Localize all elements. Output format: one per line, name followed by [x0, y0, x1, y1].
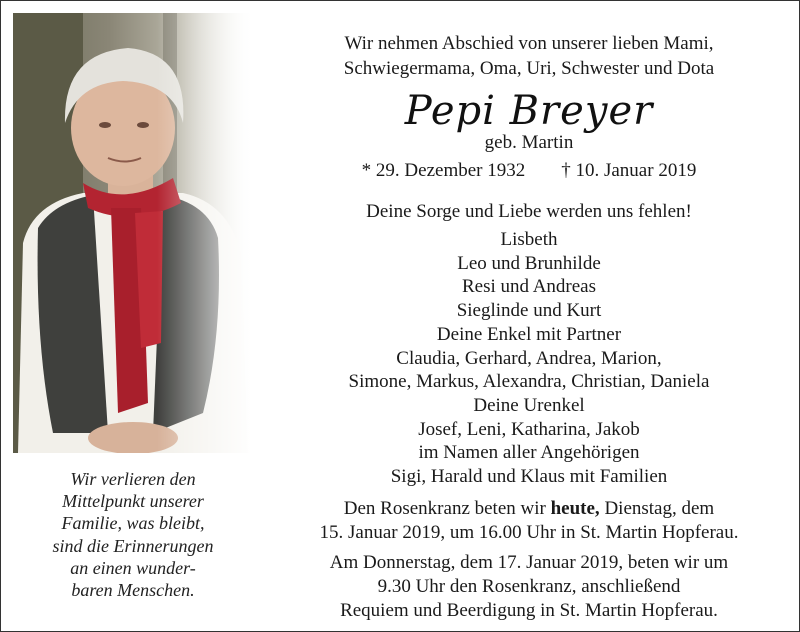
mourner-line: Deine Urenkel: [473, 394, 585, 416]
rosary-line: [269, 497, 789, 521]
quote-line: baren Menschen.: [71, 580, 195, 601]
notice-main-text: [269, 31, 789, 623]
portrait-photo: [13, 13, 253, 453]
quote-line: Wir verlieren den: [70, 469, 196, 489]
funeral-line: 9.30 Uhr den Rosenkranz, anschließend: [377, 575, 681, 597]
mourner-line: Deine Enkel mit Partner: [436, 323, 622, 345]
farewell-message: Deine Sorge und Liebe werden uns fehlen!: [366, 201, 692, 222]
life-dates: [269, 158, 789, 183]
death-date: † 10. Januar 2019: [561, 160, 697, 181]
mourner-line: Resi und Andreas: [461, 276, 597, 298]
mourner-line: Simone, Markus, Alexandra, Christian, Daniela: [348, 371, 710, 393]
mourner-line: Leo und Brunhilde: [457, 252, 601, 274]
rosary-day-emphasis: heute,: [550, 497, 600, 519]
intro-line: Schwiegermama, Oma, Uri, Schwester und Dota: [343, 58, 715, 79]
funeral-info: [269, 551, 789, 623]
quote-line: Familie, was bleibt,: [61, 513, 205, 534]
quote-line: an einen wunder-: [70, 557, 196, 578]
mourner-line: Josef, Leni, Katharina, Jakob: [418, 418, 640, 440]
funeral-line: Am Donnerstag, dem 17. Januar 2019, beten wir um: [329, 551, 729, 573]
rosary-info: [269, 497, 789, 545]
mourner-line: Sigi, Harald und Klaus mit Familien: [390, 466, 668, 488]
mourners-list: [269, 228, 789, 489]
birth-name: geb. Martin: [484, 132, 574, 153]
mourner-line: Claudia, Gerhard, Andrea, Marion,: [396, 347, 662, 369]
rosary-suffix: Dienstag, dem: [599, 497, 715, 519]
memorial-quote: [13, 468, 253, 601]
rosary-prefix: Den Rosenkranz beten wir: [343, 497, 551, 519]
intro-line: Wir nehmen Abschied von unserer lieben Mami,: [344, 33, 714, 54]
deceased-name: Pepi Breyer: [404, 88, 654, 134]
rosary-date-line: 15. Januar 2019, um 16.00 Uhr in St. Martin Hopferau.: [319, 521, 739, 543]
funeral-line: Requiem und Beerdigung in St. Martin Hopferau.: [340, 599, 718, 621]
mourner-line: Sieglinde und Kurt: [456, 300, 602, 322]
mourner-line: im Namen aller Angehörigen: [418, 442, 640, 464]
quote-line: sind die Erinnerungen: [52, 535, 214, 556]
intro-text: [269, 31, 789, 81]
mourner-line: Lisbeth: [500, 229, 558, 250]
birth-date: * 29. Dezember 1932: [361, 160, 526, 181]
quote-line: Mittelpunkt unserer: [62, 491, 204, 512]
portrait-illustration: [13, 13, 253, 453]
